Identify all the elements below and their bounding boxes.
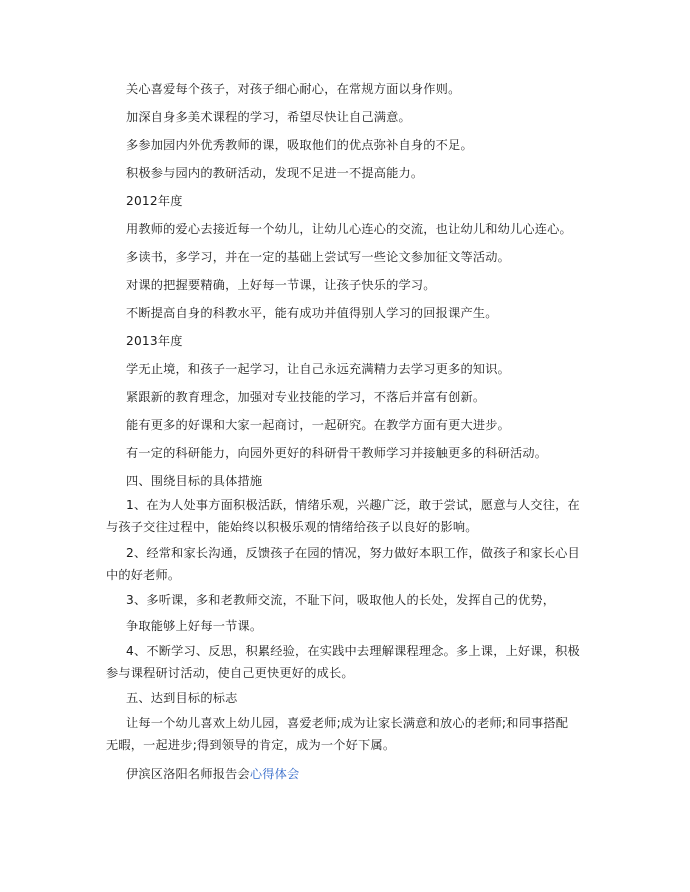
paragraph-line: 多参加园内外优秀教师的课，吸取他们的优点弥补自身的不足。 — [126, 138, 473, 152]
measure-paragraph-2: 2、经常和家长沟通，反馈孩子在园的情况，努力做好本职工作，做孩子和家长心目中的好老师。 — [106, 546, 580, 582]
footer-line — [126, 766, 299, 782]
paragraph-line: 不断提高自身的科教水平，能有成功并值得别人学习的回报课产生。 — [126, 306, 498, 320]
footer-text: 伊滨区洛阳名师报告会 — [126, 767, 250, 781]
paragraph-line: 学无止境，和孩子一起学习，让自己永远充满精力去学习更多的知识。 — [126, 362, 511, 376]
paragraph-line: 加深自身多美术课程的学习，希望尽快让自己满意。 — [126, 110, 411, 124]
year-heading-2013: 2013年度 — [126, 334, 183, 348]
section-5-text: 让每一个幼儿喜欢上幼儿园，喜爱老师;成为让家长满意和放心的老师;和同事搭配无暇，一起进步;得到领导的肯定，成为一个好下属。 — [106, 716, 569, 752]
paragraph-line: 有一定的科研能力，向园外更好的科研骨干教师学习并接触更多的科研活动。 — [126, 446, 548, 460]
paragraph-line: 对课的把握要精确，上好每一节课，让孩子快乐的学习。 — [126, 278, 436, 292]
section-heading-5: 五、达到目标的标志 — [126, 691, 238, 705]
paragraph-line: 能有更多的好课和大家一起商讨，一起研究。在教学方面有更大进步。 — [126, 418, 511, 432]
measure-paragraph-1: 1、在为人处事方面积极活跃，情绪乐观，兴趣广泛，敢于尝试，愿意与人交往，在与孩子交往过程中，能始终以积极乐观的情绪给孩子以良好的影响。 — [106, 498, 580, 534]
paragraph-line: 关心喜爱每个孩子，对孩子细心耐心，在常规方面以身作则。 — [126, 82, 461, 96]
paragraph-line: 用教师的爱心去接近每一个幼儿，让幼儿心连心的交流，也让幼儿和幼儿心连心。 — [126, 222, 572, 236]
section-heading-4: 四、围绕目标的具体措施 — [126, 474, 263, 488]
paragraph-line: 积极参与园内的教研活动，发现不足进一不提高能力。 — [126, 166, 424, 180]
paragraph-line: 紧跟新的教育理念，加强对专业技能的学习，不落后并富有创新。 — [126, 390, 486, 404]
footer-link[interactable]: 心得体会 — [249, 767, 300, 781]
paragraph-line: 多读书，多学习，并在一定的基础上尝试写一些论文参加征文等活动。 — [126, 250, 511, 264]
measure-paragraph-3-cont: 争取能够上好每一节课。 — [126, 619, 263, 633]
measure-paragraph-4: 4、不断学习、反思，积累经验，在实践中去理解课程理念。多上课，上好课，积极参与课程研讨活动，使自己更快更好的成长。 — [106, 644, 580, 680]
year-heading-2012: 2012年度 — [126, 194, 183, 208]
measure-paragraph-3: 3、多听课，多和老教师交流，不耻下问，吸取他人的长处，发挥自己的优势， — [126, 593, 556, 607]
